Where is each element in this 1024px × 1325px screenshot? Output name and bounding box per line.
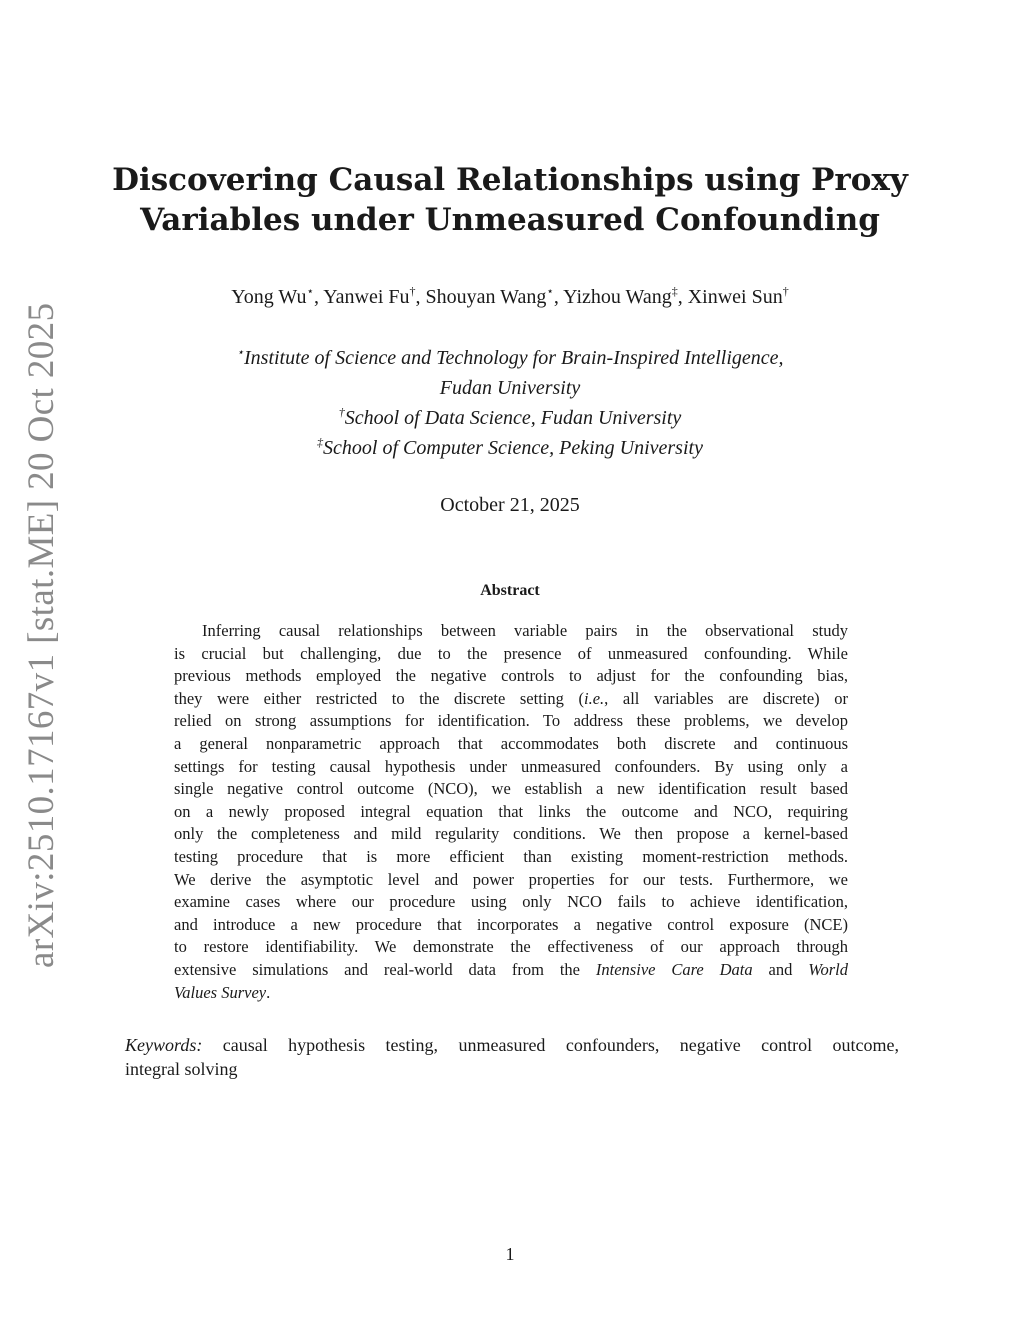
page-number: 1 xyxy=(505,1244,515,1264)
abstract-text: , all variables are discrete) or xyxy=(604,688,849,708)
abstract-line: We derive the asymptotic level and power properties for our tests. Furthermore, we xyxy=(174,869,848,889)
keywords-line xyxy=(125,1033,899,1057)
affiliation-mark: ⋆ xyxy=(236,345,244,359)
abstract-text: they were either restricted to the discrete setting ( xyxy=(174,688,584,708)
abstract-line xyxy=(174,982,848,1005)
author-name: Yong Wu xyxy=(231,286,307,308)
author-name: Xinwei Sun xyxy=(687,286,783,308)
abstract-italic-text: World xyxy=(808,959,848,979)
affiliation-mark: ‡ xyxy=(671,284,678,298)
affiliation-mark: † xyxy=(782,284,789,298)
affiliation-mark: † xyxy=(409,284,416,298)
abstract-text: extensive simulations and real-world data from the xyxy=(174,959,596,979)
title-line-2: Variables under Unmeasured Confounding xyxy=(140,202,880,238)
affiliation-mark: ‡ xyxy=(317,435,324,449)
abstract-line: examine cases where our procedure using only NCO fails to achieve identification, xyxy=(174,892,848,912)
abstract-line: Inferring causal relationships between variable pairs in the observational study xyxy=(202,621,848,640)
abstract-body xyxy=(174,620,848,1004)
affiliation-3 xyxy=(110,433,910,463)
abstract-line: settings for testing causal hypothesis under unmeasured confounders. By using only a xyxy=(174,756,848,776)
affiliation-mark: ⋆ xyxy=(546,284,554,298)
author-name: Yanwei Fu xyxy=(323,286,410,308)
abstract-line: to restore identifiability. We demonstrate the effectiveness of our approach through xyxy=(174,937,848,957)
keywords-label: Keywords: xyxy=(125,1035,203,1055)
abstract-line: only the completeness and mild regularity conditions. We then propose a kernel-based xyxy=(174,824,848,844)
paper-title xyxy=(110,160,910,240)
abstract-text: and xyxy=(752,959,809,979)
abstract-italic-text: Intensive Care Data xyxy=(595,959,753,979)
author-list xyxy=(110,284,910,310)
author-separator: , xyxy=(415,286,426,308)
abstract-italic-text: Values Survey xyxy=(174,982,267,1002)
abstract-line: and introduce a new procedure that incorporates a negative control exposure (NCE) xyxy=(174,914,848,934)
abstract-heading: Abstract xyxy=(480,582,540,599)
affiliation-2-text: School of Data Science, Fudan University xyxy=(344,407,682,429)
affiliation-1 xyxy=(110,343,910,373)
author-name: Yizhou Wang xyxy=(563,286,672,308)
author-separator: , xyxy=(553,286,564,308)
affiliation-3-text: School of Computer Science, Peking University xyxy=(323,437,703,459)
affiliation-mark: † xyxy=(338,405,345,419)
keywords xyxy=(125,1033,899,1081)
abstract-italic-text: i.e. xyxy=(583,688,605,708)
arxiv-identifier-stamp: arXiv:2510.17167v1 [stat.ME] 20 Oct 2025 xyxy=(21,302,62,968)
affiliation-1-line-2: Fudan University xyxy=(439,377,581,399)
abstract-line: single negative control outcome (NCO), we establish a new identification result based xyxy=(174,779,848,799)
author-separator: , xyxy=(677,286,688,308)
title-line-1: Discovering Causal Relationships using Proxy xyxy=(112,162,908,198)
affiliation-2 xyxy=(110,403,910,433)
abstract-line: previous methods employed the negative controls to adjust for the confounding bias, xyxy=(174,666,848,686)
abstract-line xyxy=(174,688,848,711)
affiliation-1-line-1: Institute of Science and Technology for Brain-Inspired Intelligence, xyxy=(244,347,784,369)
abstract-line: on a newly proposed integral equation that links the outcome and NCO, requiring xyxy=(174,801,848,821)
abstract-line xyxy=(174,959,848,982)
abstract-line: testing procedure that is more efficient than existing moment-restriction methods. xyxy=(174,846,848,866)
affiliations xyxy=(110,343,910,463)
author-name: Shouyan Wang xyxy=(425,286,547,308)
abstract-line: is crucial but challenging, due to the presence of unmeasured confounding. While xyxy=(174,643,848,663)
abstract-line: relied on strong assumptions for identification. To address these problems, we develop xyxy=(174,711,848,731)
publication-date: October 21, 2025 xyxy=(440,494,580,516)
abstract-text: . xyxy=(266,982,271,1002)
keywords-line: integral solving xyxy=(125,1059,238,1079)
abstract-line: a general nonparametric approach that accommodates both discrete and continuous xyxy=(174,733,848,753)
affiliation-mark: ⋆ xyxy=(306,284,314,298)
keywords-text: causal hypothesis testing, unmeasured confounders, negative control outcome, xyxy=(222,1035,899,1055)
author-separator: , xyxy=(313,286,324,308)
